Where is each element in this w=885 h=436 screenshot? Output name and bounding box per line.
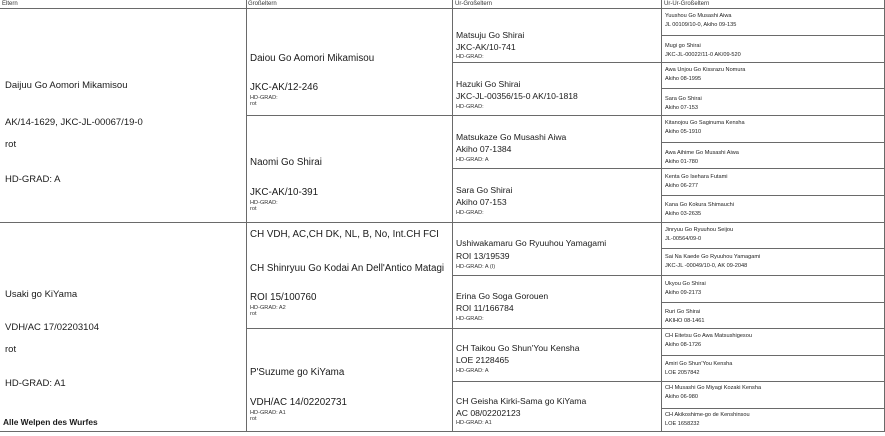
great-great-grandparent-name: Amiri Go Shun'You Kensha bbox=[665, 361, 733, 367]
grandparent-registration: VDH/AC 14/02202731 bbox=[250, 397, 347, 408]
great-great-grandparent-name: Jinryuu Go Ryuuhou Seijou bbox=[665, 227, 734, 233]
divider bbox=[246, 0, 247, 432]
grandparent-registration: JKC-AK/12-246 bbox=[250, 82, 319, 93]
grandparent-name: Daiou Go Aomori Mikamisou bbox=[250, 53, 375, 64]
great-great-grandparent-name: Sara Go Shirai bbox=[665, 96, 702, 102]
sire-hd-grade: HD-GRAD: A bbox=[5, 174, 61, 185]
great-grandparent-hd-grade: HD-GRAD: bbox=[456, 54, 484, 60]
great-great-grandparent-registration: Akiho 01-780 bbox=[665, 159, 698, 165]
dam-hd-grade: HD-GRAD: A1 bbox=[5, 378, 66, 389]
great-grandparent-hd-grade: HD-GRAD: A bbox=[456, 157, 489, 163]
great-great-grandparent-registration: JKC-JL -00049/10-0, AK 09-2048 bbox=[665, 263, 748, 269]
great-great-grandparent-name: CH Akikoshime-go de Kenshinsou bbox=[665, 412, 750, 418]
header-grandparents: Großeltern bbox=[248, 1, 277, 7]
divider bbox=[452, 168, 885, 169]
grandparent-name: P'Suzume go KiYama bbox=[250, 367, 345, 378]
great-grandparent-registration: Akiho 07-1384 bbox=[456, 144, 512, 154]
grandparent-hd-grade: HD-GRAD: bbox=[250, 95, 278, 101]
divider bbox=[452, 381, 885, 382]
grandparent-name: CH Shinryuu Go Kodai An Dell'Antico Matagi bbox=[250, 263, 445, 274]
great-great-grandparent-name: Kenta Go Isehara Futami bbox=[665, 174, 728, 180]
divider bbox=[661, 408, 885, 409]
divider bbox=[0, 222, 885, 223]
great-great-grandparent-name: Ukyou Go Shirai bbox=[665, 281, 706, 287]
divider bbox=[661, 195, 885, 196]
great-grandparent-name: Sara Go Shirai bbox=[456, 185, 513, 195]
divider bbox=[661, 142, 885, 143]
great-great-grandparent-registration: Akiho 06-277 bbox=[665, 183, 698, 189]
great-great-grandparent-name: Ruri Go Shirai bbox=[665, 309, 701, 315]
divider bbox=[452, 62, 885, 63]
dam-name: Usaki go KiYama bbox=[5, 289, 78, 300]
great-great-grandparent-name: CH Musashi Go Miyagi Kozaki Kensha bbox=[665, 385, 762, 391]
great-great-grandparent-registration: AKIHO 08-1461 bbox=[665, 318, 705, 324]
great-great-grandparent-registration: JKC-JL-00022/11-0 AK/09-520 bbox=[665, 52, 741, 58]
divider bbox=[661, 35, 885, 36]
divider bbox=[661, 248, 885, 249]
great-grandparent-hd-grade: HD-GRAD: A bbox=[456, 368, 489, 374]
great-grandparent-registration: JKC-JL-00356/15-0 AK/10-1818 bbox=[456, 91, 578, 101]
great-grandparent-registration: JKC-AK/10-741 bbox=[456, 42, 516, 52]
great-grandparent-name: Matsuju Go Shirai bbox=[456, 30, 525, 40]
header-parents: Eltern bbox=[2, 1, 18, 7]
great-great-grandparent-name: Yuushou Go Musashi Aiwa bbox=[665, 13, 732, 19]
divider bbox=[0, 8, 885, 9]
divider bbox=[452, 0, 453, 432]
header-great-great-grandparents: Ur-Ur-Großeltern bbox=[664, 1, 710, 7]
divider bbox=[661, 355, 885, 356]
great-great-grandparent-registration: Akiho 03-2635 bbox=[665, 211, 702, 217]
all-puppies-label: Alle Welpen des Wurfes bbox=[3, 417, 98, 427]
divider bbox=[661, 88, 885, 89]
grandparent-hd-grade: HD-GRAD: A2 bbox=[250, 305, 286, 311]
divider bbox=[246, 115, 885, 116]
grandparent-titles: CH VDH, AC,CH DK, NL, B, No, Int.CH FCI bbox=[250, 229, 439, 240]
great-grandparent-hd-grade: HD-GRAD: bbox=[456, 316, 484, 322]
dam-color: rot bbox=[5, 344, 17, 355]
dam-registration: VDH/AC 17/02203104 bbox=[5, 322, 100, 333]
great-great-grandparent-registration: Akiho 08-1726 bbox=[665, 342, 702, 348]
divider bbox=[661, 302, 885, 303]
great-grandparent-hd-grade: HD-GRAD: A (I) bbox=[456, 264, 496, 270]
great-grandparent-name: CH Geisha Kirki-Sama go KiYama bbox=[456, 396, 587, 406]
header-great-grandparents: Ur-Großeltern bbox=[455, 1, 493, 7]
great-grandparent-name: Ushiwakamaru Go Ryuuhou Yamagami bbox=[456, 238, 607, 248]
great-grandparent-registration: AC 08/02202123 bbox=[456, 408, 521, 418]
great-great-grandparent-name: CH Eitetsu Go Awa Matsushigesou bbox=[665, 333, 752, 339]
great-grandparent-registration: ROI 13/19539 bbox=[456, 251, 510, 261]
grandparent-color: rot bbox=[250, 206, 257, 212]
great-grandparent-name: CH Taikou Go Shun'You Kensha bbox=[456, 343, 580, 353]
sire-name: Daijuu Go Aomori Mikamisou bbox=[5, 80, 128, 91]
divider bbox=[661, 0, 662, 432]
great-grandparent-registration: ROI 11/166784 bbox=[456, 303, 514, 313]
great-great-grandparent-name: Kana Go Kokura Shimauchi bbox=[665, 202, 735, 208]
grandparent-color: rot bbox=[250, 311, 257, 317]
divider bbox=[246, 328, 885, 329]
great-grandparent-name: Matsukaze Go Musashi Aiwa bbox=[456, 132, 567, 142]
grandparent-name: Naomi Go Shirai bbox=[250, 157, 322, 168]
great-great-grandparent-registration: Akiho 07-153 bbox=[665, 105, 698, 111]
great-great-grandparent-registration: LOE 2057842 bbox=[665, 370, 700, 376]
grandparent-registration: JKC-AK/10-391 bbox=[250, 187, 319, 198]
great-great-grandparent-name: Sai Na Kaede Go Ryuuhou Yamagami bbox=[665, 254, 761, 260]
sire-registration: AK/14-1629, JKC-JL-00067/19-0 bbox=[5, 117, 143, 128]
great-great-grandparent-registration: Akiho 09-2173 bbox=[665, 290, 702, 296]
great-grandparent-hd-grade: HD-GRAD: A1 bbox=[456, 420, 492, 426]
great-great-grandparent-registration: JL 00109/10-0, Akiho 09-135 bbox=[665, 22, 737, 28]
great-great-grandparent-registration: Akiho 05-1910 bbox=[665, 129, 702, 135]
great-great-grandparent-registration: LOE 1658232 bbox=[665, 421, 700, 427]
grandparent-hd-grade: HD-GRAD: A1 bbox=[250, 410, 286, 416]
great-great-grandparent-name: Mugi go Shirai bbox=[665, 43, 701, 49]
great-grandparent-name: Hazuki Go Shirai bbox=[456, 79, 521, 89]
great-grandparent-registration: Akiho 07-153 bbox=[456, 197, 507, 207]
great-grandparent-hd-grade: HD-GRAD: bbox=[456, 210, 484, 216]
great-great-grandparent-name: Kitanojou Go Saginuma Kensha bbox=[665, 120, 745, 126]
great-grandparent-hd-grade: HD-GRAD: bbox=[456, 104, 484, 110]
great-grandparent-name: Erina Go Soga Gorouen bbox=[456, 291, 549, 301]
grandparent-color: rot bbox=[250, 416, 257, 422]
great-great-grandparent-registration: JL-00564/09-0 bbox=[665, 236, 702, 242]
sire-color: rot bbox=[5, 139, 17, 150]
grandparent-color: rot bbox=[250, 101, 257, 107]
divider bbox=[452, 275, 885, 276]
great-great-grandparent-name: Awa Unjou Go Kissrazu Nomura bbox=[665, 67, 746, 73]
great-great-grandparent-registration: Akiho 06-980 bbox=[665, 394, 698, 400]
page-footer-cutoff bbox=[0, 432, 885, 436]
great-great-grandparent-registration: Akiho 08-1995 bbox=[665, 76, 702, 82]
grandparent-registration: ROI 15/100760 bbox=[250, 292, 317, 303]
grandparent-hd-grade: HD-GRAD: bbox=[250, 200, 278, 206]
great-grandparent-registration: LOE 2128465 bbox=[456, 355, 510, 365]
great-great-grandparent-name: Awa Aihime Go Musashi Aiwa bbox=[665, 150, 739, 156]
